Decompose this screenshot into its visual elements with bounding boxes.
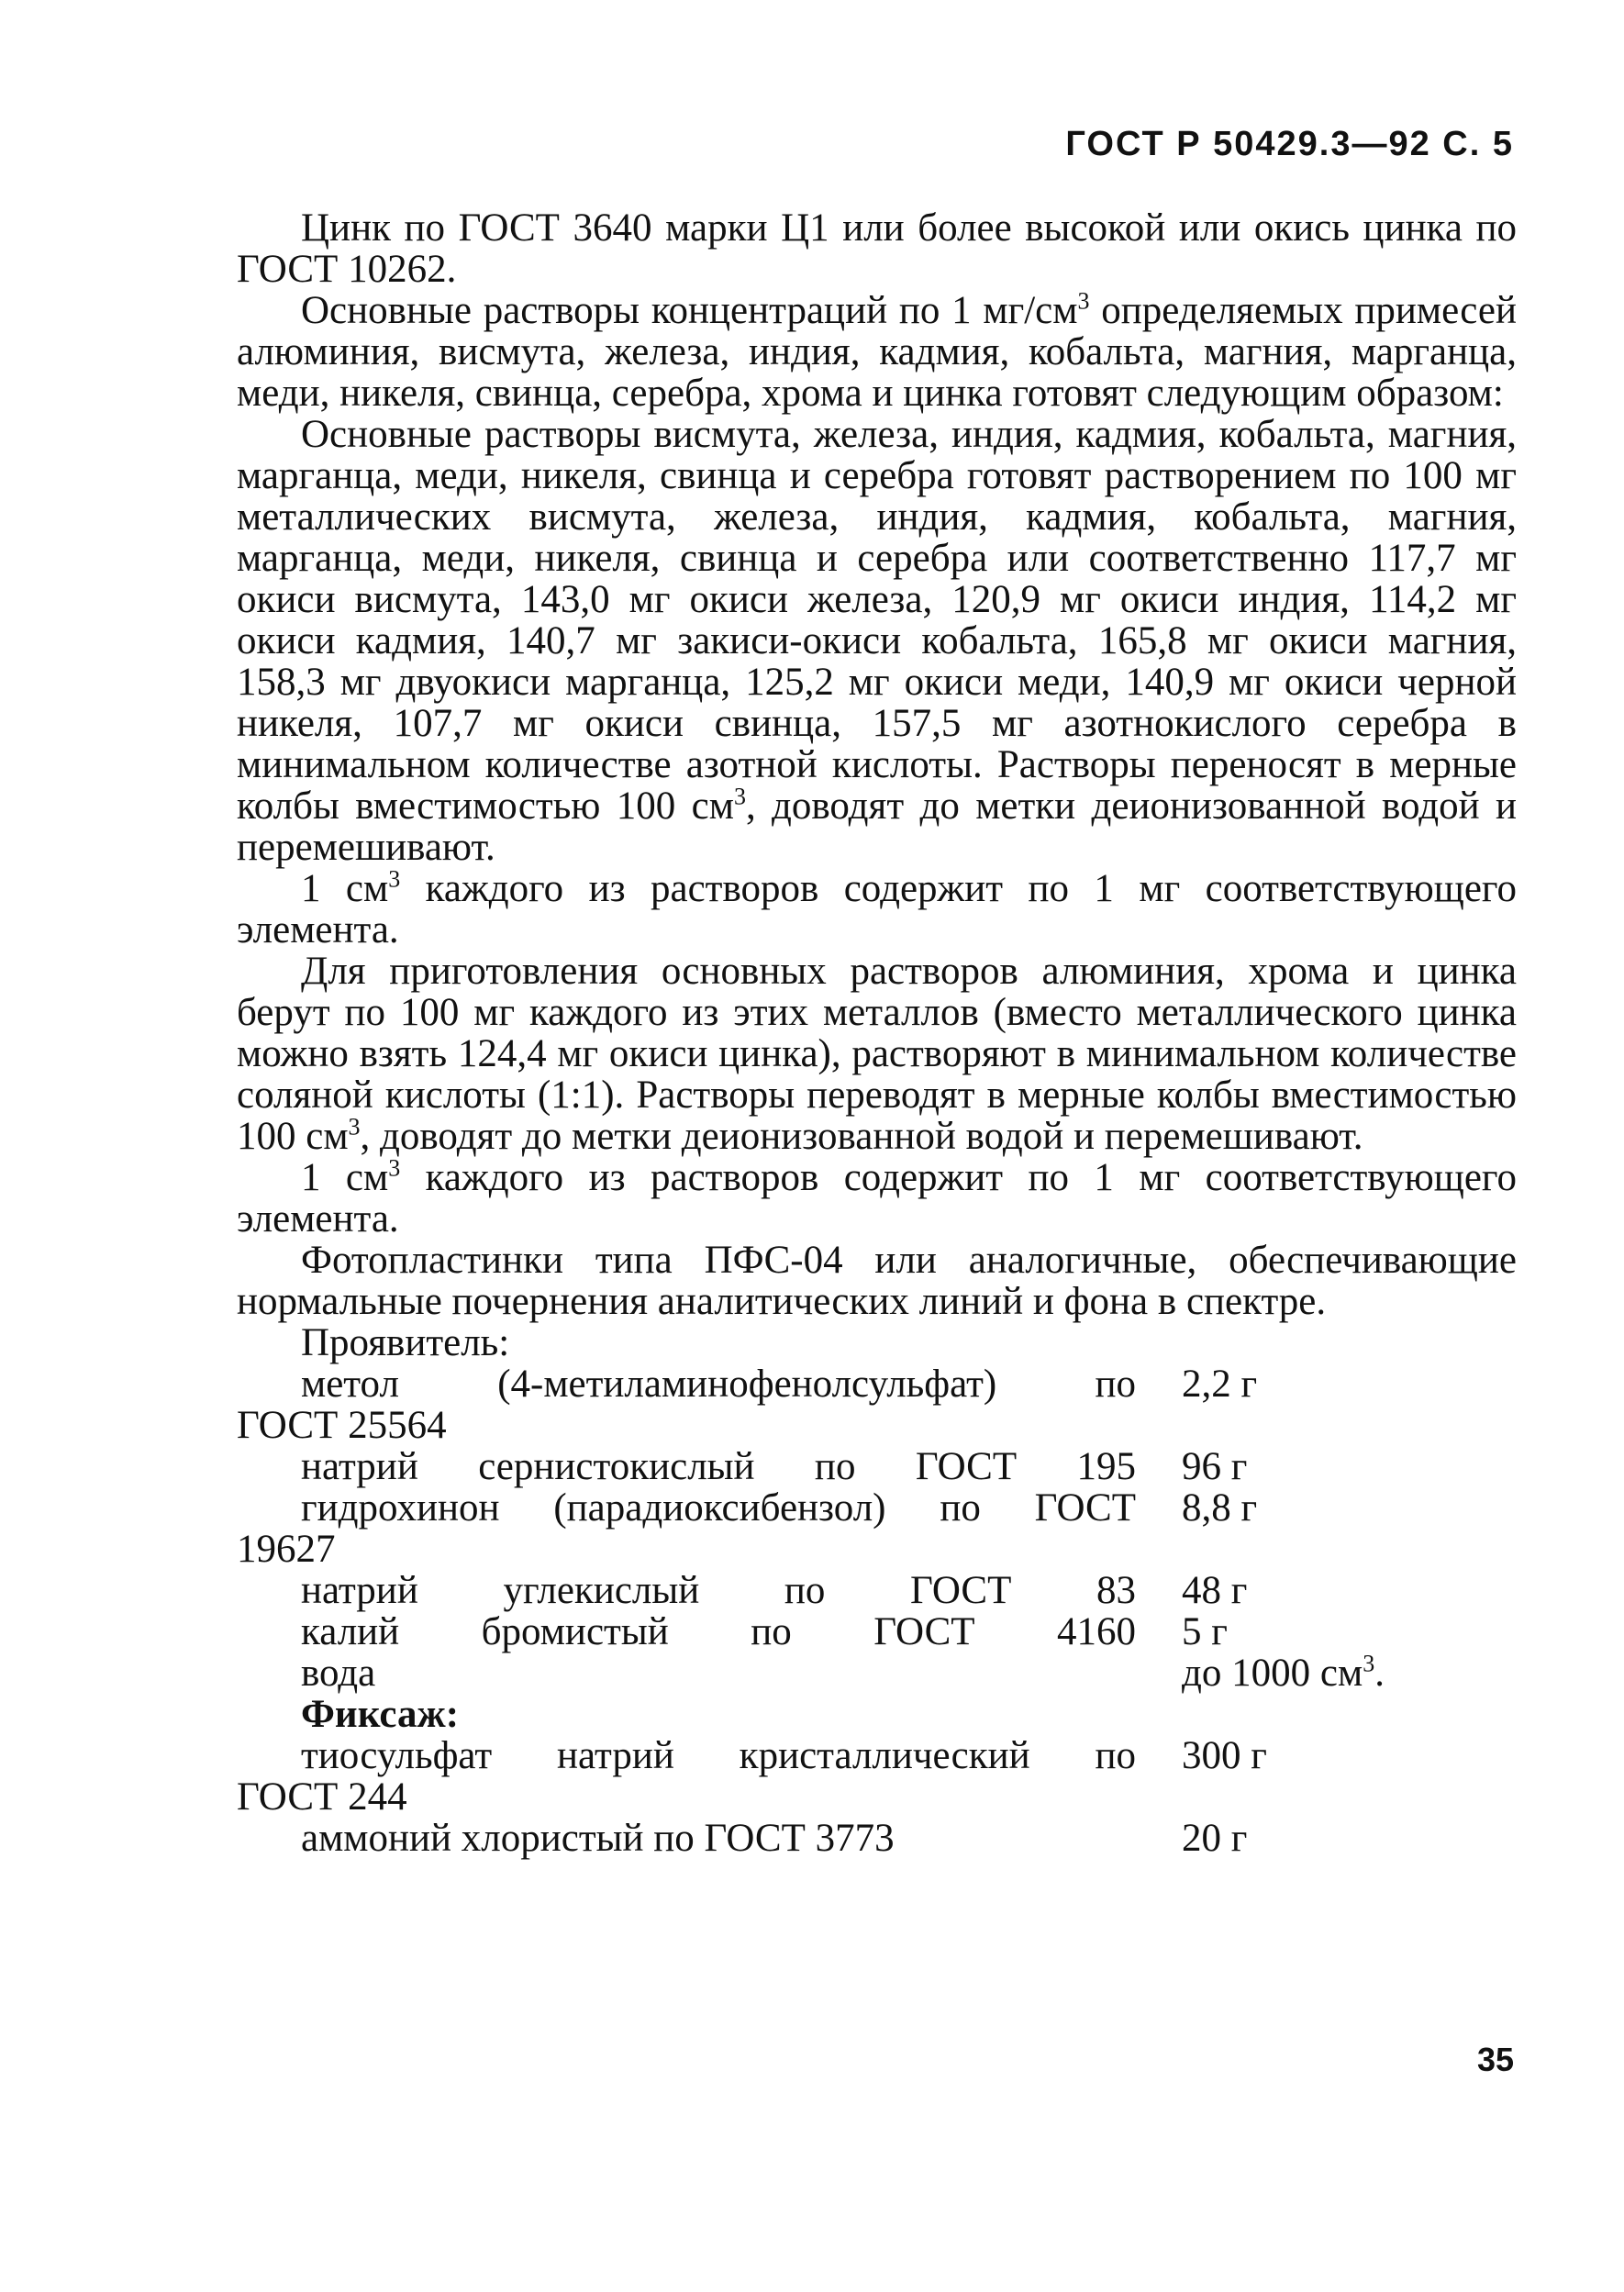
paragraph-prep-metals xyxy=(237,414,1517,868)
ingredient-qty: 96 г xyxy=(1182,1445,1248,1488)
ingredient-qty: 2,2 г xyxy=(1182,1363,1258,1406)
ingredient-row xyxy=(237,1446,1517,1487)
qty-text: . xyxy=(1374,1652,1385,1695)
superscript: 3 xyxy=(348,1113,361,1140)
ingredient-name: калий бромистый по ГОСТ 4160 xyxy=(301,1610,1136,1653)
ingredient-qty xyxy=(1136,1652,1517,1694)
paragraph-text: Основные растворы концентраций по 1 мг/см xyxy=(301,289,1078,332)
paragraph-zinc: Цинк по ГОСТ 3640 марки Ц1 или более высокой или окись цинка по ГОСТ 10262. xyxy=(237,206,1517,291)
paragraph-contains-1 xyxy=(237,865,1517,951)
paragraph-text: , доводят до метки деионизованной водой и перемешивают. xyxy=(237,784,1517,869)
ingredient-name: вода xyxy=(301,1652,376,1695)
paragraph-text: определяемых примесей алюминия, висмута, железа, индия, кадмия, кобальта, магния, марганца, меди, никеля, свинца, серебра, хрома и цинка готовят следующим образом: xyxy=(237,289,1518,415)
ingredient-row xyxy=(237,1611,1517,1652)
superscript: 3 xyxy=(1363,1650,1375,1677)
paragraph-basic-solutions xyxy=(237,287,1518,415)
ingredient-continuation: 19627 xyxy=(237,1528,336,1571)
paragraph-plates: Фотопластинки типа ПФС-04 или аналогичные, обеспечивающие нормальные почернения аналитических линий и фона в спектре. xyxy=(237,1239,1517,1323)
superscript: 3 xyxy=(1077,287,1090,315)
page-header: ГОСТ Р 50429.3—92 С. 5 xyxy=(1065,125,1514,163)
ingredient-row xyxy=(237,1363,1517,1405)
paragraph-text: Для приготовления основных растворов алюминия, хрома и цинка берут по 100 мг каждого из этих металлов (вместо металлического цинка можно взять 124,4 мг окиси цинка), растворяют в минимальном количестве соляной кислоты (1:1). Растворы переводят в мерные колбы вместимостью 100 см xyxy=(237,950,1517,1158)
ingredient-name: аммоний хлористый по ГОСТ 3773 xyxy=(301,1817,895,1860)
ingredient-row xyxy=(237,1735,1517,1776)
ingredient-continuation: ГОСТ 244 xyxy=(237,1775,407,1819)
ingredient-name: натрий сернистокислый по ГОСТ 195 xyxy=(301,1445,1136,1488)
paragraph-prep-al-cr-zn xyxy=(237,951,1517,1157)
superscript: 3 xyxy=(388,1154,401,1182)
paragraph-text: , доводят до метки деионизованной водой и перемешивают. xyxy=(360,1115,1363,1158)
ingredient-name: гидрохинон (парадиоксибензол) по ГОСТ xyxy=(301,1486,1136,1530)
developer-title: Проявитель: xyxy=(301,1321,510,1364)
document-body xyxy=(237,207,1517,1859)
paragraph-contains-2 xyxy=(237,1154,1517,1241)
ingredient-qty: 48 г xyxy=(1182,1569,1248,1612)
ingredient-row xyxy=(237,1487,1517,1529)
ingredient-row xyxy=(237,1652,1517,1694)
ingredient-name: метол (4-метиламинофенолсульфат) по xyxy=(301,1363,1136,1406)
paragraph-text: каждого из растворов содержит по 1 мг соответствующего элемента. xyxy=(237,1156,1517,1241)
ingredient-row xyxy=(237,1570,1517,1611)
paragraph-text: каждого из растворов содержит по 1 мг соответствующего элемента. xyxy=(237,867,1517,951)
ingredient-qty: 20 г xyxy=(1182,1817,1248,1860)
qty-text: до 1000 см xyxy=(1182,1652,1363,1695)
superscript: 3 xyxy=(388,865,401,893)
fixing-title: Фиксаж: xyxy=(301,1693,460,1736)
ingredient-name: натрий углекислый по ГОСТ 83 xyxy=(301,1569,1136,1612)
ingredient-qty: 300 г xyxy=(1182,1734,1267,1777)
superscript: 3 xyxy=(733,783,746,810)
paragraph-text: 1 см xyxy=(301,867,389,910)
page-number: 35 xyxy=(1476,2041,1514,2078)
ingredient-qty: 8,8 г xyxy=(1182,1486,1258,1530)
paragraph-text: Основные растворы висмута, железа, индия, кадмия, кобальта, магния, марганца, меди, никеля, свинца и серебра готовят растворением по 100 мг металлических висмута, железа, индия, кадмия, кобальта, магния, марганца, меди, никеля, свинца и серебра или соответственно 117,7 мг окиси висмута, 143,0 мг окиси железа, 120,9 мг окиси индия, 114,2 мг окиси кадмия, 140,7 мг закиси-окиси кобальта, 165,8 мг окиси магния, 158,3 мг двуокиси марганца, 125,2 мг окиси меди, 140,9 мг окиси черной никеля, 107,7 мг окиси свинца, 157,5 мг азотнокислого серебра в минимальном количестве азотной кислоты. Растворы переносят в мерные колбы вместимостью 100 см xyxy=(237,413,1517,828)
ingredient-name: тиосульфат натрий кристаллический по xyxy=(301,1734,1136,1777)
ingredient-continuation: ГОСТ 25564 xyxy=(237,1404,447,1447)
ingredient-row xyxy=(237,1818,1517,1859)
paragraph-text: 1 см xyxy=(301,1156,389,1199)
ingredient-qty: 5 г xyxy=(1182,1610,1228,1653)
